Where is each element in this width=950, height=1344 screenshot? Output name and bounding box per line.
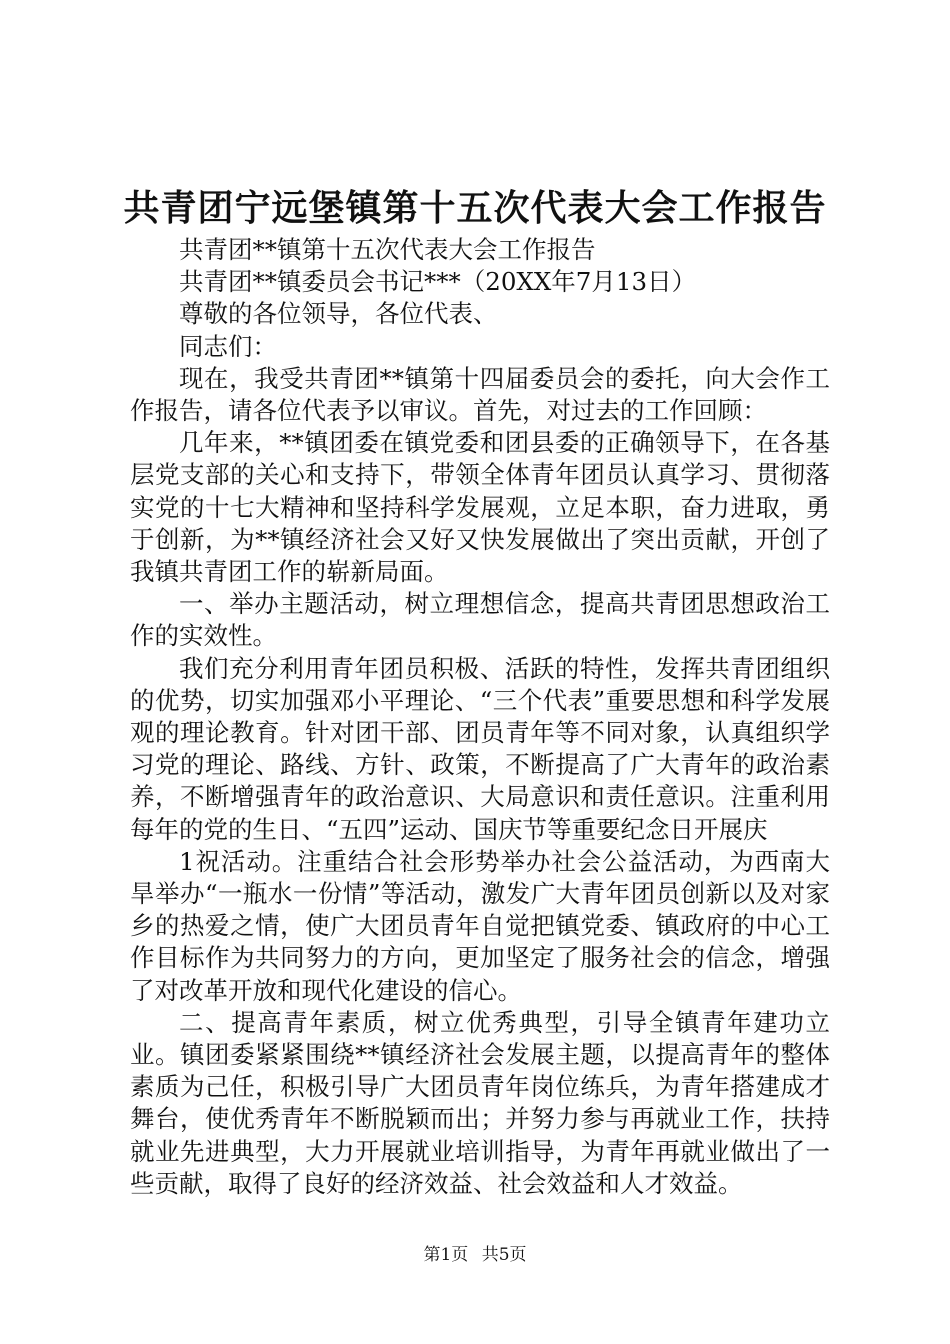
paragraph-review: 几年来，**镇团委在镇党委和团县委的正确领导下，在各基层党支部的关心和支持下，带领全体青年团员认真学习、贯彻落实党的十七大精神和坚持科学发展观，立足本职，奋力进取，勇于创新，为**镇经济社会又好又快发展做出了突出贡献，开创了我镇共青团工作的崭新局面。 — [130, 428, 830, 587]
page-footer — [0, 1243, 950, 1267]
paragraph-section-1-continued: 1祝活动。注重结合社会形势举办社会公益活动，为西南大旱举办“一瓶水一份情”等活动，激发广大青年团员创新以及对家乡的热爱之情，使广大团员青年自觉把镇党委、镇政府的中心工作目标作为共同努力的方向，更加坚定了服务社会的信念，增强了对改革开放和现代化建设的信心。 — [130, 846, 830, 1005]
paragraph-section-1-heading: 一、举办主题活动，树立理想信念，提高共青团思想政治工作的实效性。 — [130, 589, 830, 651]
paragraph-salutation-2: 同志们： — [179, 331, 277, 361]
paragraph-section-2: 二、提高青年素质，树立优秀典型，引导全镇青年建功立业。镇团委紧紧围绕**镇经济社会发展主题，以提高青年的整体素质为己任，积极引导广大团员青年岗位练兵，为青年搭建成才舞台，使优秀青年不断脱颖而出；并努力参与再就业工作，扶持就业先进典型，大力开展就业培训指导，为青年再就业做出了一些贡献，取得了良好的经济效益、社会效益和人才效益。 — [130, 1007, 830, 1198]
document-body — [130, 234, 830, 1200]
page-number: 第1页 — [423, 1245, 469, 1265]
paragraph-intro: 现在，我受共青团**镇第十四届委员会的委托，向大会作工作报告，请各位代表予以审议。首先，对过去的工作回顾： — [130, 363, 830, 426]
paragraph-section-1-body: 我们充分利用青年团员积极、活跃的特性，发挥共青团组织的优势，切实加强邓小平理论、“三个代表”重要思想和科学发展观的理论教育。针对团干部、团员青年等不同对象，认真组织学习党的理论、路线、方针、政策，不断提高了广大青年的政治素养，不断增强青年的政治意识、大局意识和责任意识。注重利用每年的党的生日、“五四”运动、国庆节等重要纪念日开展庆 — [130, 653, 830, 844]
paragraph-salutation: 尊敬的各位领导，各位代表、 — [179, 299, 498, 329]
paragraph-author: 共青团**镇委员会书记***（20XX年7月13日） — [179, 267, 697, 297]
paragraph-subtitle: 共青团**镇第十五次代表大会工作报告 — [179, 235, 596, 264]
page-total: 共5页 — [481, 1245, 527, 1265]
document-title: 共青团宁远堡镇第十五次代表大会工作报告 — [123, 187, 827, 229]
